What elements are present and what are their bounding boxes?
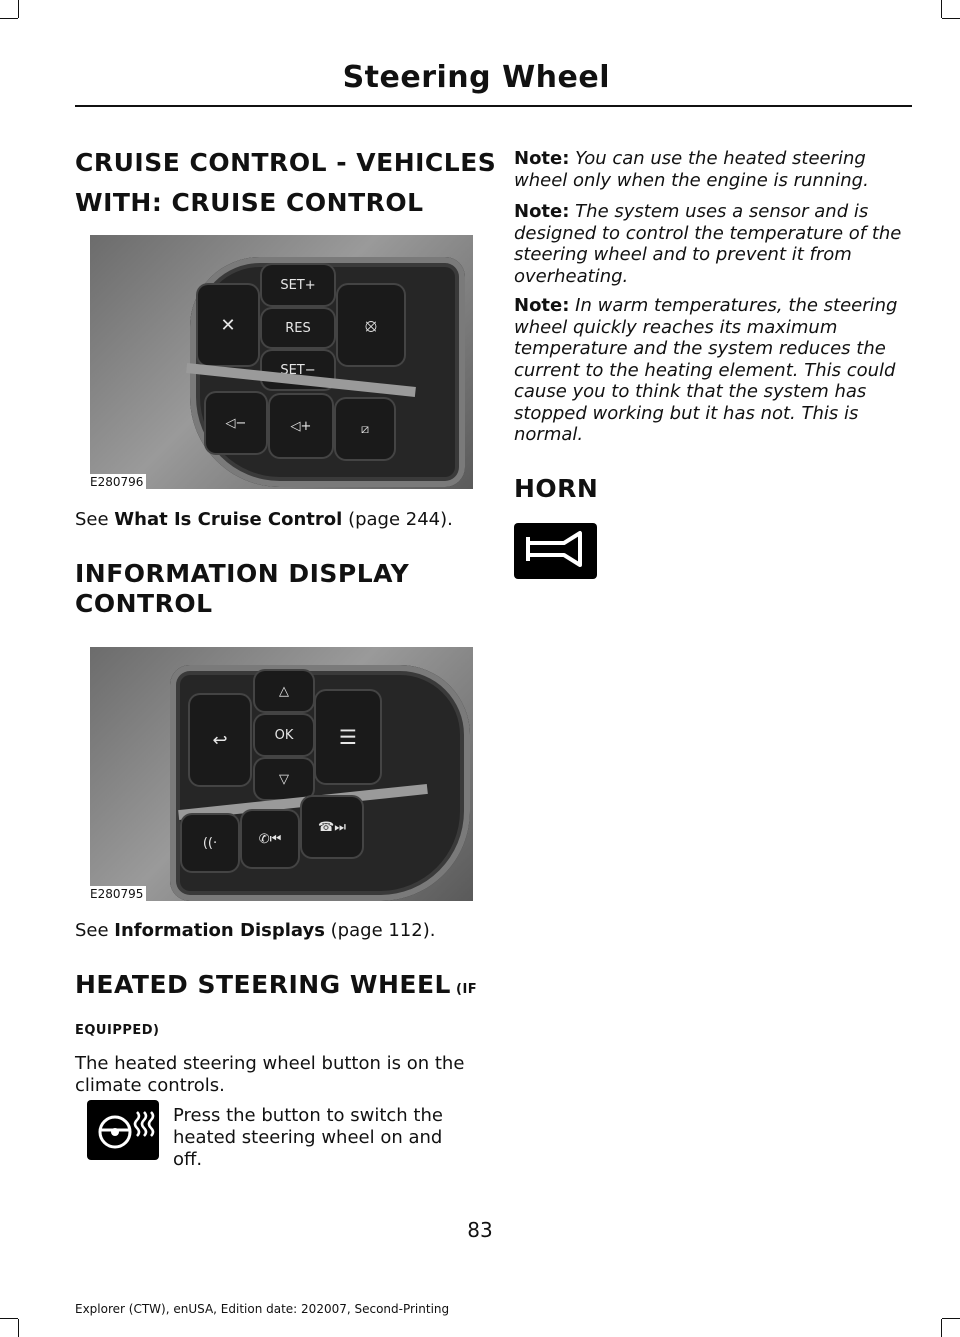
note-text: The system uses a sensor and is designed to control the temperature of the steering wheel and to prevent it from overheating.	[514, 201, 902, 287]
crop-mark	[0, 1318, 18, 1319]
info-reference	[75, 920, 435, 942]
see-prefix: See	[75, 509, 115, 530]
cruise-reference	[75, 509, 453, 531]
set-plus-button: SET+	[262, 265, 334, 305]
up-arrow-icon: △	[255, 671, 313, 711]
heated-steering-wheel-symbol	[87, 1100, 159, 1160]
page-number: 83	[467, 1218, 493, 1242]
note-engine-running	[514, 148, 909, 191]
cruise-heading-line1: CRUISE CONTROL - VEHICLES	[75, 148, 497, 177]
horn-symbol	[514, 523, 597, 579]
cancel-icon: ✕	[198, 285, 258, 365]
note-text: In warm temperatures, the steering wheel quickly reaches its maximum temperature and the system reduces the current to the heating element. This could cause you to think that the system has stopped working but it has not. This is normal.	[514, 295, 898, 445]
note-label: Note:	[514, 201, 570, 222]
header-rule	[75, 105, 912, 107]
page-reference: (page 112).	[324, 920, 436, 941]
crop-mark	[942, 18, 960, 19]
heated-body: The heated steering wheel button is on the climate controls.	[75, 1053, 465, 1096]
res-button: RES	[262, 309, 334, 347]
edition-footer: Explorer (CTW), enUSA, Edition date: 202007, Second-Printing	[75, 1302, 450, 1316]
info-heading-line1: INFORMATION DISPLAY	[75, 559, 410, 588]
heated-instruction: Press the button to switch the heated steering wheel on and off.	[173, 1105, 443, 1170]
horn-icon	[514, 523, 597, 579]
volume-up-icon: ◁+	[270, 395, 332, 457]
note-label: Note:	[514, 148, 570, 169]
volume-down-icon: ◁−	[206, 393, 266, 453]
info-heading-line2: CONTROL	[75, 589, 213, 618]
note-sensor	[514, 201, 909, 287]
crop-mark	[941, 0, 942, 18]
heated-steering-wheel-icon	[87, 1100, 159, 1160]
down-arrow-icon: ▽	[255, 759, 313, 799]
note-text: You can use the heated steering wheel only when the engine is running.	[514, 148, 869, 191]
page-reference: (page 244).	[342, 509, 453, 530]
see-prefix: See	[75, 920, 115, 941]
image-code: E280795	[90, 886, 146, 901]
cruise-control-icon: ⦻	[338, 285, 404, 365]
heated-heading-suffix: (IF	[451, 982, 478, 997]
crop-mark	[18, 1319, 19, 1337]
heated-heading	[75, 970, 477, 1046]
crop-mark	[941, 1319, 942, 1337]
note-label: Note:	[514, 295, 570, 316]
set-minus-button: SET−	[262, 351, 334, 389]
heated-heading-main: HEATED STEERING WHEEL	[75, 970, 451, 999]
page-title: Steering Wheel	[342, 60, 610, 95]
horn-heading: HORN	[514, 474, 599, 503]
phone-next-icon: ☎⏭	[302, 797, 362, 857]
ok-button: OK	[255, 715, 313, 755]
cruise-reference-link[interactable]: What Is Cruise Control	[114, 509, 343, 530]
crop-mark	[18, 0, 19, 18]
crop-mark	[0, 18, 18, 19]
cruise-heading	[75, 148, 496, 218]
cruise-control-image	[90, 235, 473, 489]
note-warm-temperatures	[514, 295, 909, 446]
menu-icon: ☰	[316, 691, 380, 783]
back-icon: ↩	[190, 695, 250, 785]
heated-heading-line2: EQUIPPED)	[75, 1023, 160, 1038]
image-code: E280796	[90, 474, 146, 489]
phone-previous-icon: ✆⏮	[242, 811, 298, 867]
info-heading	[75, 559, 409, 619]
mute-icon: ⧄	[336, 399, 394, 459]
information-display-control-image	[90, 647, 473, 901]
info-reference-link[interactable]: Information Displays	[114, 920, 325, 941]
crop-mark	[942, 1318, 960, 1319]
voice-icon: ((·	[182, 815, 238, 871]
cruise-heading-line2: WITH: CRUISE CONTROL	[75, 188, 424, 217]
